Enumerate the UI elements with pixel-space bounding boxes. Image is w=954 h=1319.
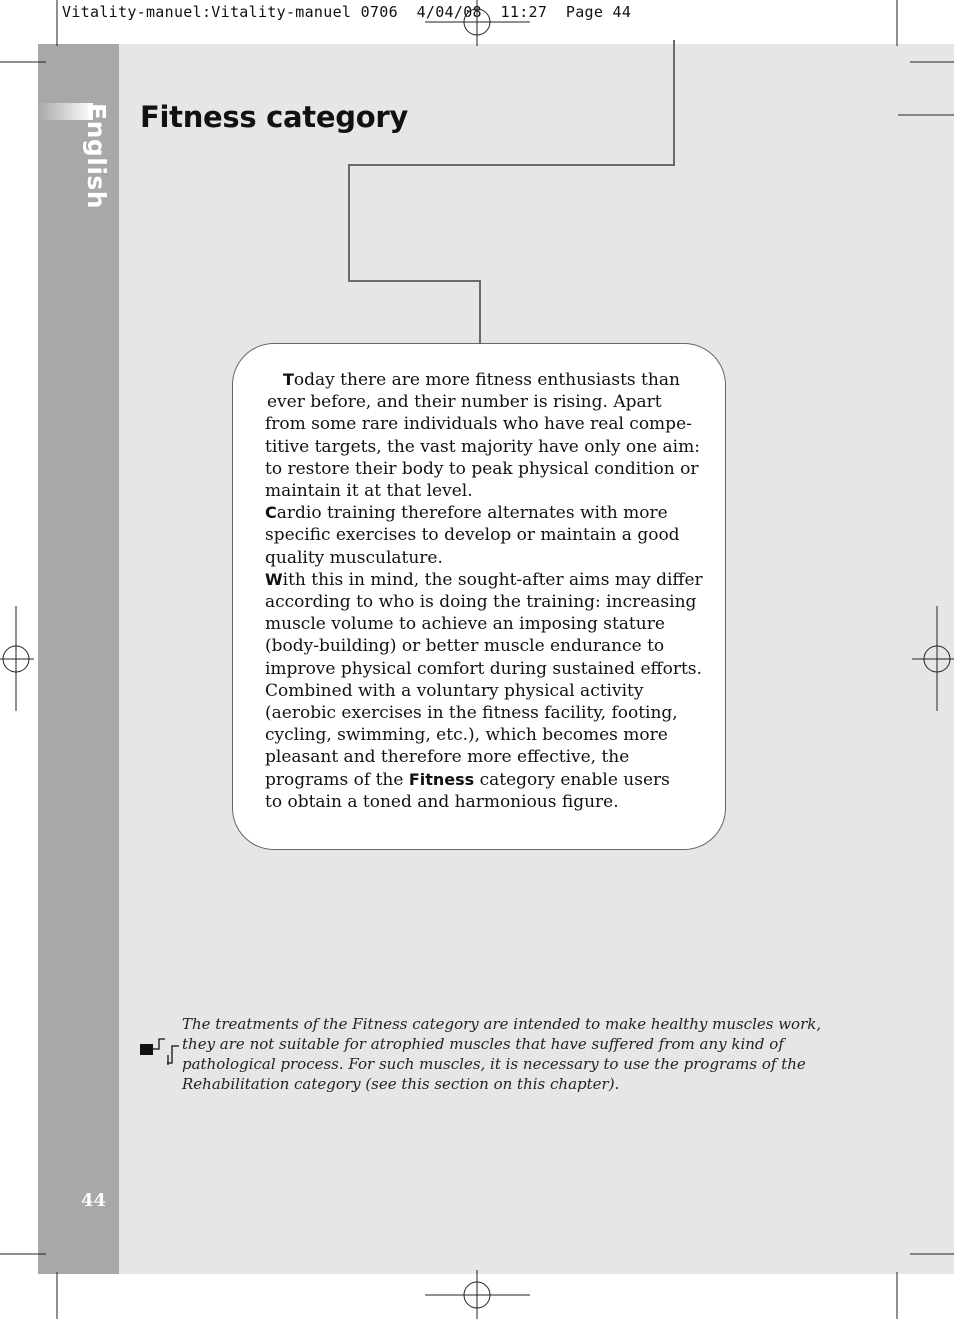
intro-line: maintain it at that level.	[265, 481, 473, 502]
fitness-keyword: Fitness	[408, 769, 475, 789]
language-label: English	[82, 103, 111, 210]
dropcap: T	[283, 370, 294, 389]
intro-line: titive targets, the vast majority have only one aim:	[265, 436, 700, 457]
note-line: Rehabilitation category (see this section on this chapter).	[182, 1075, 620, 1093]
registration-mark-top	[425, 0, 530, 46]
note-line: they are not suitable for atrophied muscles that have suffered from any kind of	[182, 1035, 784, 1053]
intro-line: programs of the Fitness category enable users	[265, 769, 670, 790]
intro-line: quality musculature.	[265, 547, 443, 568]
intro-line: Today there are more fitness enthusiasts than	[283, 370, 680, 390]
intro-line: ever before, and their number is rising. Apart	[267, 392, 662, 413]
note-line: The treatments of the Fitness category are intended to make healthy muscles work,	[182, 1015, 822, 1033]
intro-line: from some rare individuals who have real compe-	[265, 414, 692, 435]
dropcap: W	[265, 569, 283, 589]
intro-line: muscle volume to achieve an imposing stature	[265, 614, 665, 635]
note-line: pathological process. For such muscles, it is necessary to use the programs of the	[182, 1055, 806, 1073]
registration-mark-left	[0, 606, 34, 711]
intro-line: pleasant and therefore more effective, the	[265, 747, 630, 768]
intro-line: improve physical comfort during sustained efforts.	[265, 658, 702, 679]
intro-line: (body-building) or better muscle endurance to	[265, 636, 665, 657]
intro-line: Combined with a voluntary physical activity	[265, 680, 644, 701]
intro-line: cycling, swimming, etc.), which becomes more	[265, 725, 668, 746]
registration-mark-right	[912, 606, 954, 711]
intro-line: specific exercises to develop or maintain a good	[265, 525, 680, 546]
intro-line: Cardio training therefore alternates with more	[265, 503, 668, 524]
intro-line: to restore their body to peak physical condition or	[265, 458, 699, 479]
intro-line: (aerobic exercises in the fitness facility, footing,	[265, 703, 678, 724]
intro-line: to obtain a toned and harmonious figure.	[265, 791, 619, 812]
print-slug: Vitality-manuel:Vitality-manuel 0706 4/04/08 11:27 Page 44	[62, 3, 632, 21]
page-number: 44	[81, 1190, 107, 1211]
page-title: Fitness category	[140, 100, 408, 134]
intro-line: With this in mind, the sought-after aims may differ	[265, 569, 703, 590]
intro-line: according to who is doing the training: increasing	[265, 592, 697, 613]
registration-mark-bottom	[425, 1270, 530, 1319]
dropcap: C	[265, 503, 277, 523]
